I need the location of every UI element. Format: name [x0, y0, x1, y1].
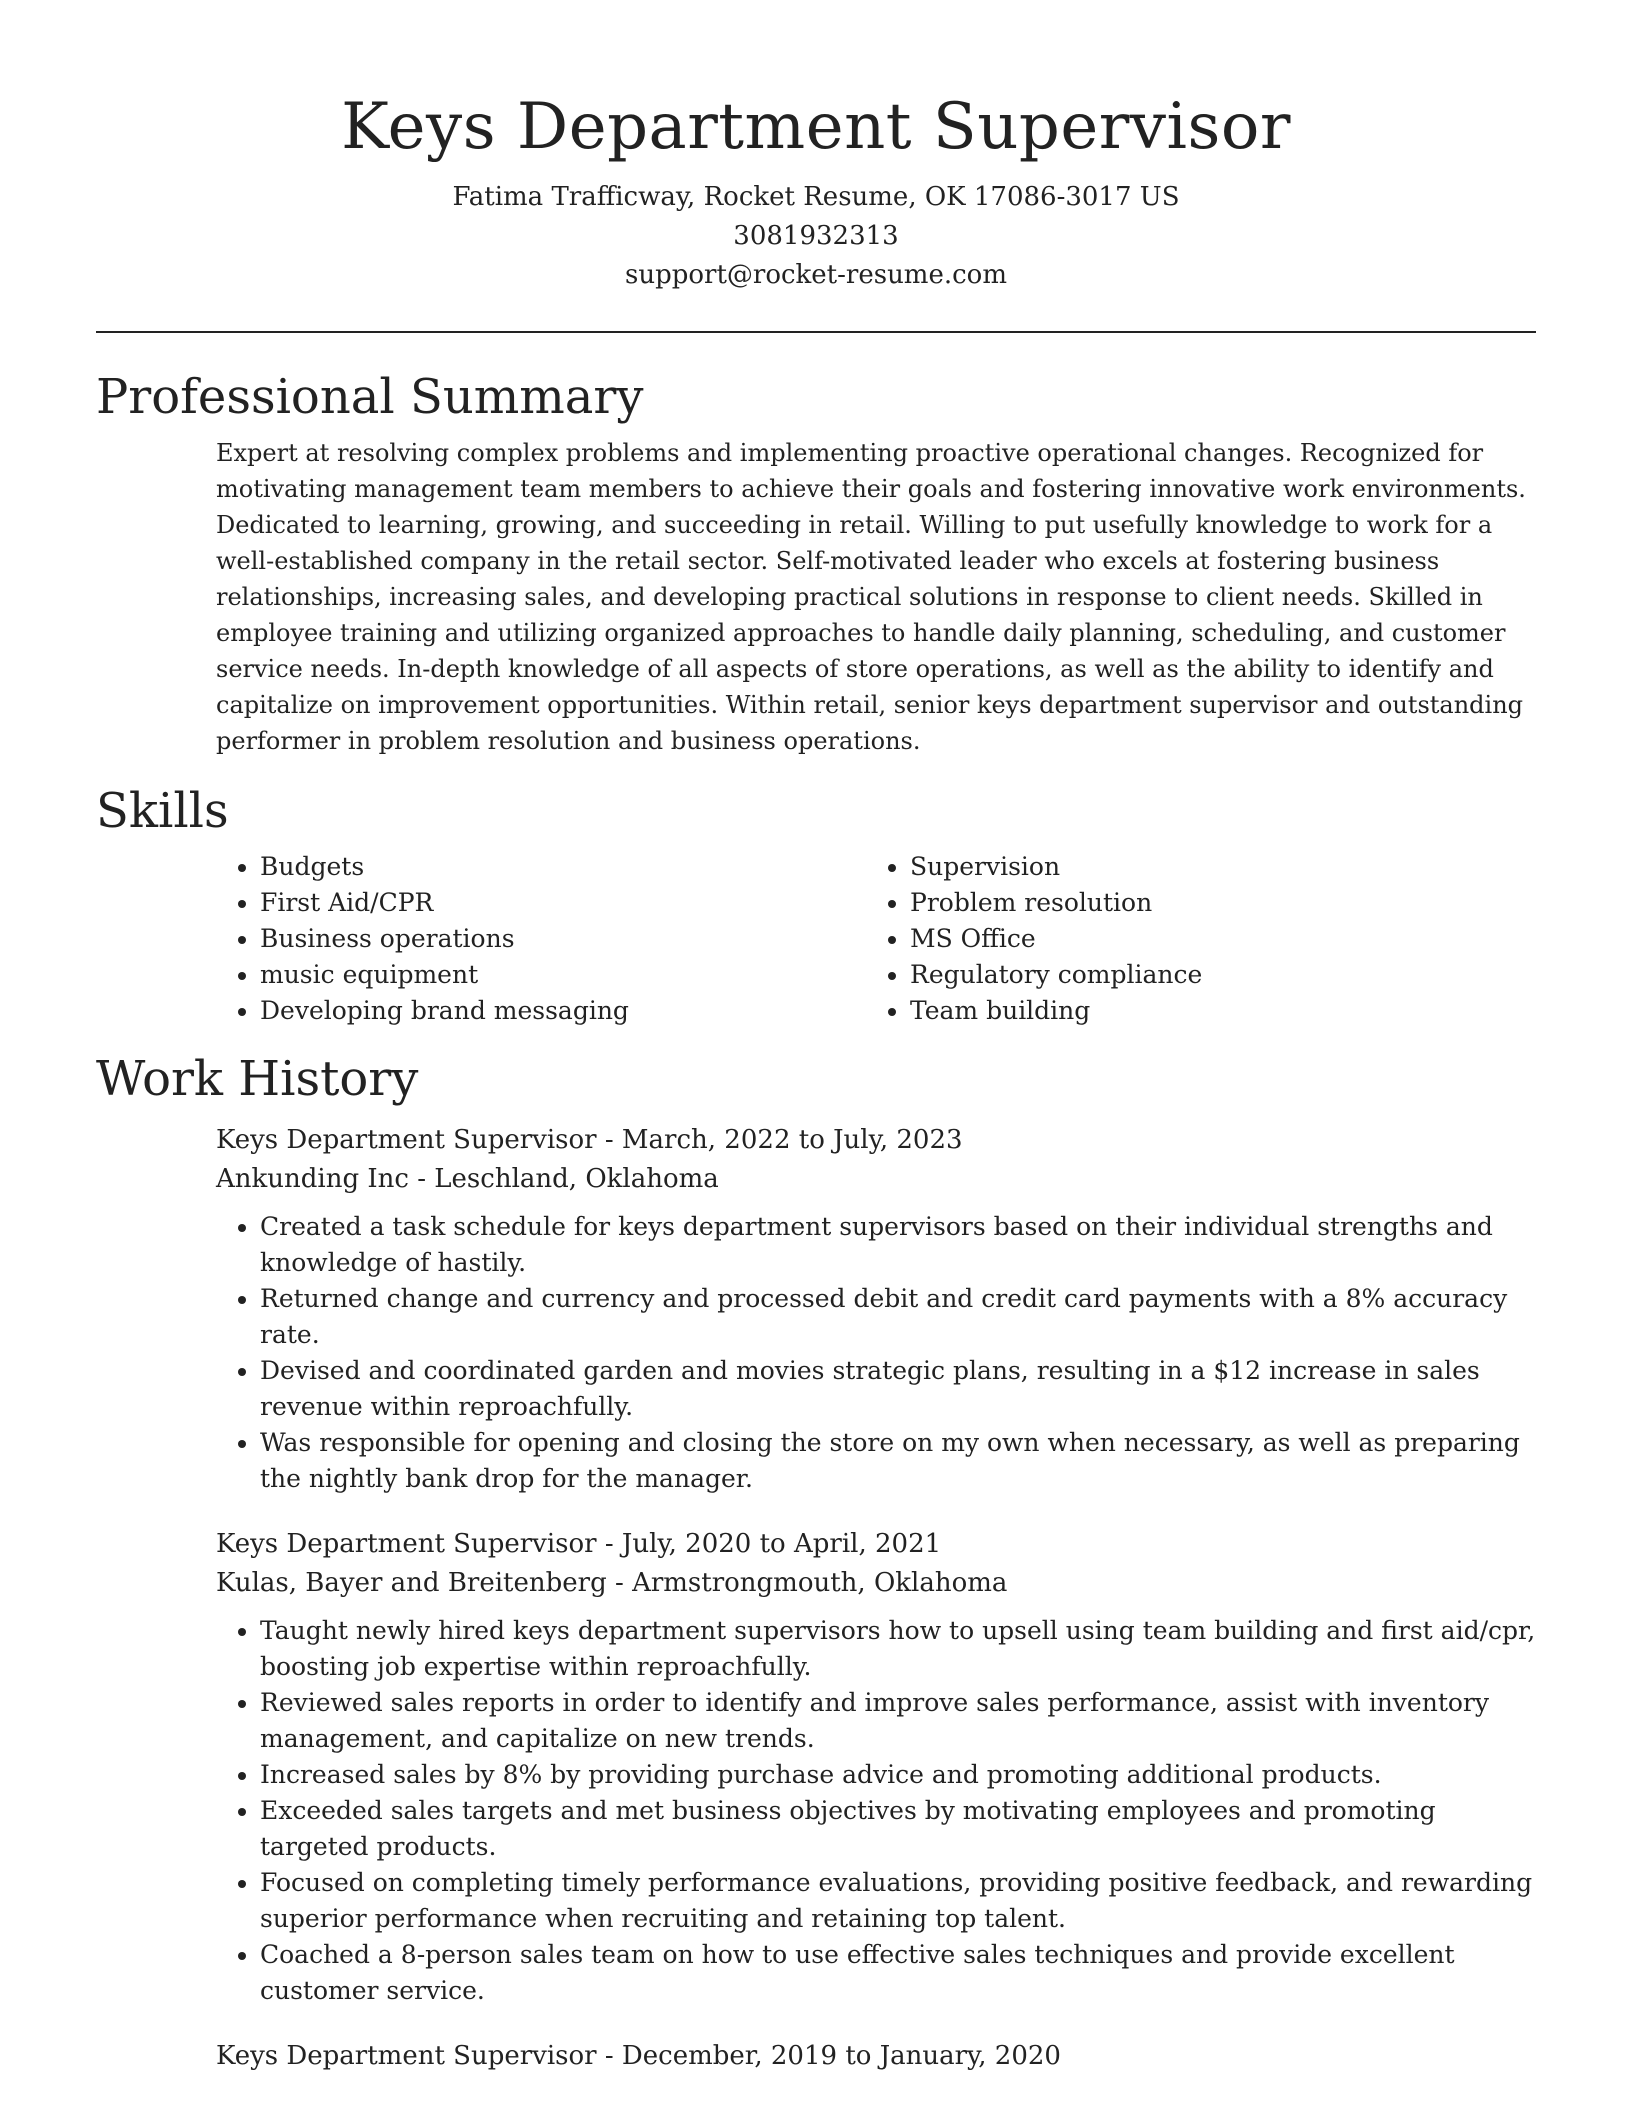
skill-item: • music equipment [260, 957, 866, 993]
job-title-line [216, 1121, 1536, 1160]
job-title-line [216, 1525, 1536, 1564]
skill-item: • Budgets [260, 849, 866, 885]
job-title: Keys Department Supervisor [216, 2041, 597, 2071]
job-bullet: • Reviewed sales reports in order to identify and improve sales performance, assist with inventory management, and capitalize on new trends. [260, 1685, 1536, 1757]
job-location: - Leschland, Oklahoma [408, 1164, 719, 1194]
job-bullet: • Created a task schedule for keys department supervisors based on their individual strengths and knowledge of hastily. [260, 1209, 1536, 1281]
skills-column-right [866, 849, 1516, 1029]
skills-grid [216, 849, 1536, 1029]
job-entry [216, 2037, 1536, 2076]
job-dates: - March, 2022 to July, 2023 [596, 1125, 963, 1155]
contact-address: Fatima Trafficway, Rocket Resume, OK 17086-3017 US [452, 182, 1180, 212]
contact-email[interactable]: support@rocket-resume.com [624, 260, 1007, 290]
job-title: Keys Department Supervisor [216, 1125, 597, 1155]
job-bullet: • Was responsible for opening and closing the store on my own when necessary, as well as preparing the nightly bank drop for the manager. [260, 1425, 1536, 1497]
job-company: Kulas, Bayer and Breitenberg [216, 1568, 607, 1598]
job-dates: - December, 2019 to January, 2020 [596, 2041, 1061, 2071]
job-entry [216, 1525, 1536, 2009]
resume-title: Keys Department Supervisor [341, 90, 1291, 164]
job-entry [216, 1121, 1536, 1497]
job-title: Keys Department Supervisor [216, 1529, 597, 1559]
skill-item: • Supervision [910, 849, 1516, 885]
job-bullet: • Increased sales by 8% by providing purchase advice and promoting additional products. [260, 1757, 1536, 1793]
skill-item: • Team building [910, 993, 1516, 1029]
contact-block [96, 178, 1536, 295]
job-bullet: • Coached a 8-person sales team on how to use effective sales techniques and provide excellent customer service. [260, 1937, 1536, 2009]
job-dates: - July, 2020 to April, 2021 [596, 1529, 942, 1559]
skill-item: • Developing brand messaging [260, 993, 866, 1029]
skill-item: • Problem resolution [910, 885, 1516, 921]
job-bullets [216, 1209, 1536, 1497]
contact-phone: 3081932313 [733, 221, 899, 251]
job-bullet: • Exceeded sales targets and met business objectives by motivating employees and promoting targeted products. [260, 1793, 1536, 1865]
job-bullet: • Focused on completing timely performance evaluations, providing positive feedback, and rewarding superior performance when recruiting and retaining top talent. [260, 1865, 1536, 1937]
job-location: - Armstrongmouth, Oklahoma [606, 1568, 1008, 1598]
skills-heading: Skills [96, 783, 229, 839]
work-history-heading: Work History [96, 1051, 419, 1107]
job-company-line [216, 1564, 1536, 1603]
job-bullet: • Devised and coordinated garden and movies strategic plans, resulting in a $12 increase in sales revenue within reproachfully. [260, 1353, 1536, 1425]
job-bullet: • Taught newly hired keys department supervisors how to upsell using team building and first aid/cpr, boosting job expertise within reproachfully. [260, 1613, 1536, 1685]
job-title-line [216, 2037, 1536, 2076]
job-bullets [216, 1613, 1536, 2009]
job-bullet: • Returned change and currency and processed debit and credit card payments with a 8% accuracy rate. [260, 1281, 1536, 1353]
resume-header [96, 0, 1536, 295]
skill-item: • Business operations [260, 921, 866, 957]
summary-heading: Professional Summary [96, 369, 644, 425]
job-company-line [216, 1160, 1536, 1199]
skill-item: • Regulatory compliance [910, 957, 1516, 993]
skill-item: • MS Office [910, 921, 1516, 957]
job-company: Ankunding Inc [216, 1164, 409, 1194]
resume-page [96, 0, 1536, 2076]
skills-column-left [216, 849, 866, 1029]
summary-text: Expert at resolving complex problems and implementing proactive operational changes. Recognized for motivating management team members to achieve their goals and fostering innovative work environments. Dedicated to learning, growing, and succeeding in retail. Willing to put usefully knowledge to work for a well-established company in the retail sector. Self-motivated leader who excels at fostering business relationships, increasing sales, and developing practical solutions in response to client needs. Skilled in employee training and utilizing organized approaches to handle daily planning, scheduling, and customer service needs. In-depth knowledge of all aspects of store operations, as well as the ability to identify and capitalize on improvement opportunities. Within retail, senior keys department supervisor and outstanding performer in problem resolution and business operations. [216, 439, 1526, 755]
header-divider [96, 331, 1536, 333]
skill-item: • First Aid/CPR [260, 885, 866, 921]
